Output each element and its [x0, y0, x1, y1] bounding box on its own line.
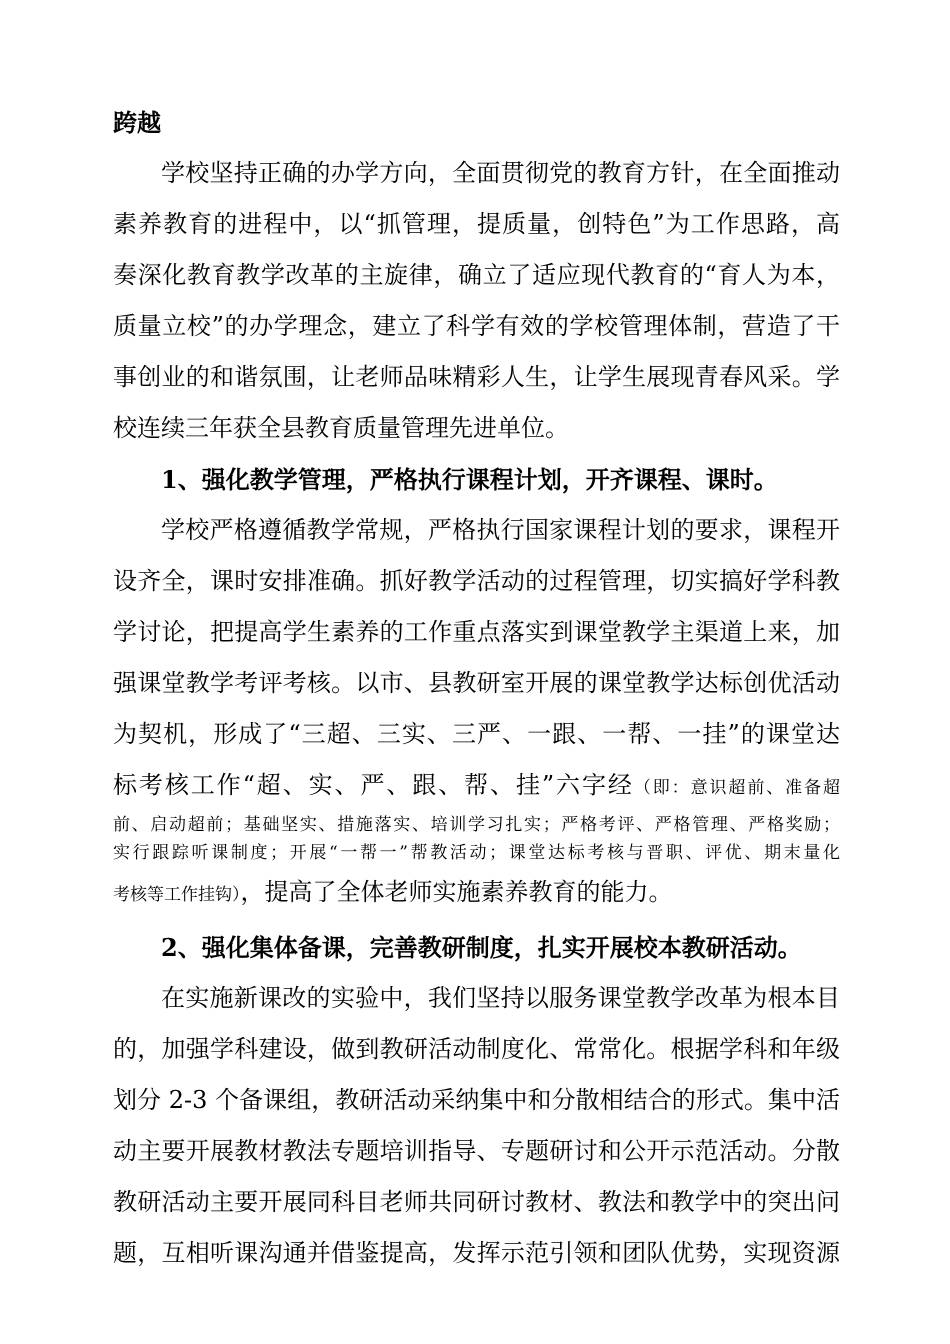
paragraph-line-mixed — [113, 760, 840, 811]
paragraph-line: 质量立校”的办学理念，建立了科学有效的学校管理体制，营造了干 — [113, 312, 840, 340]
paragraph-line: 设齐全，课时安排准确。抓好教学活动的过程管理，切实搞好学科教 — [113, 567, 840, 595]
paragraph-line: 的，加强学科建设，做到教研活动制度化、常常化。根据学科和年级 — [113, 1035, 840, 1063]
annotation-line: 前、启动超前；基础坚实、措施落实、培训学习扎实；严格考评、严格管理、严格奖励； — [113, 815, 840, 835]
paragraph-line: 教研活动主要开展同科目老师共同研讨教材、教法和教学中的突出问 — [113, 1188, 840, 1216]
document-page — [113, 97, 840, 1279]
paragraph-line: 强课堂教学考评考核。以市、县教研室开展的课堂教学达标创优活动 — [113, 669, 840, 697]
paragraph-line: 为契机，形成了“三超、三实、三严、一跟、一帮、一挂”的课堂达 — [113, 720, 840, 748]
paragraph-line: 奏深化教育教学改革的主旋律，确立了适应现代教育的“育人为本， — [113, 261, 840, 289]
annotation-text: （即：意识超前、准备超 — [633, 778, 840, 798]
paragraph-line: 事创业的和谐氛围，让老师品味精彩人生，让学生展现青春风采。学 — [113, 363, 840, 391]
annotation-text: 考核等工作挂钩） — [113, 885, 241, 905]
paragraph-text: 标考核工作“超、实、严、跟、帮、挂”六字经 — [113, 771, 634, 799]
intro-paragraph — [113, 148, 840, 454]
paragraph-line: 学讨论，把提高学生素养的工作重点落实到课堂教学主渠道上来，加 — [113, 618, 840, 646]
section1-paragraph — [113, 505, 840, 918]
paragraph-line: 划分 2-3 个备课组，教研活动采纳集中和分散相结合的形式。集中活 — [113, 1086, 840, 1114]
section-heading: 跨越 — [113, 108, 161, 137]
paragraph-line: 校连续三年获全县教育质量管理先进单位。 — [113, 414, 569, 442]
section2-title: 2、强化集体备课，完善教研制度，扎实开展校本教研活动。 — [161, 933, 802, 962]
paragraph-line: 在实施新课改的实验中，我们坚持以服务课堂教学改革为根本目 — [161, 984, 840, 1012]
paragraph-line-mixed — [113, 867, 840, 918]
paragraph-line: 题，互相听课沟通并借鉴提高，发挥示范引领和团队优势，实现资源 — [113, 1239, 840, 1267]
paragraph-text: ，提高了全体老师实施素养教育的能力。 — [240, 878, 673, 906]
section2-paragraph — [113, 973, 840, 1279]
annotation-line: 实行跟踪听课制度；开展“一帮一”帮教活动；课堂达标考核与晋职、评优、期末量化 — [113, 843, 840, 863]
paragraph-line: 学校严格遵循教学常规，严格执行国家课程计划的要求，课程开 — [161, 516, 840, 544]
paragraph-line: 动主要开展教材教法专题培训指导、专题研讨和公开示范活动。分散 — [113, 1137, 840, 1165]
paragraph-line: 素养教育的进程中，以“抓管理，提质量，创特色”为工作思路，高 — [113, 210, 840, 238]
paragraph-line: 学校坚持正确的办学方向，全面贯彻党的教育方针，在全面推动 — [161, 159, 840, 187]
section1-title: 1、强化教学管理，严格执行课程计划，开齐课程、课时。 — [161, 465, 778, 494]
